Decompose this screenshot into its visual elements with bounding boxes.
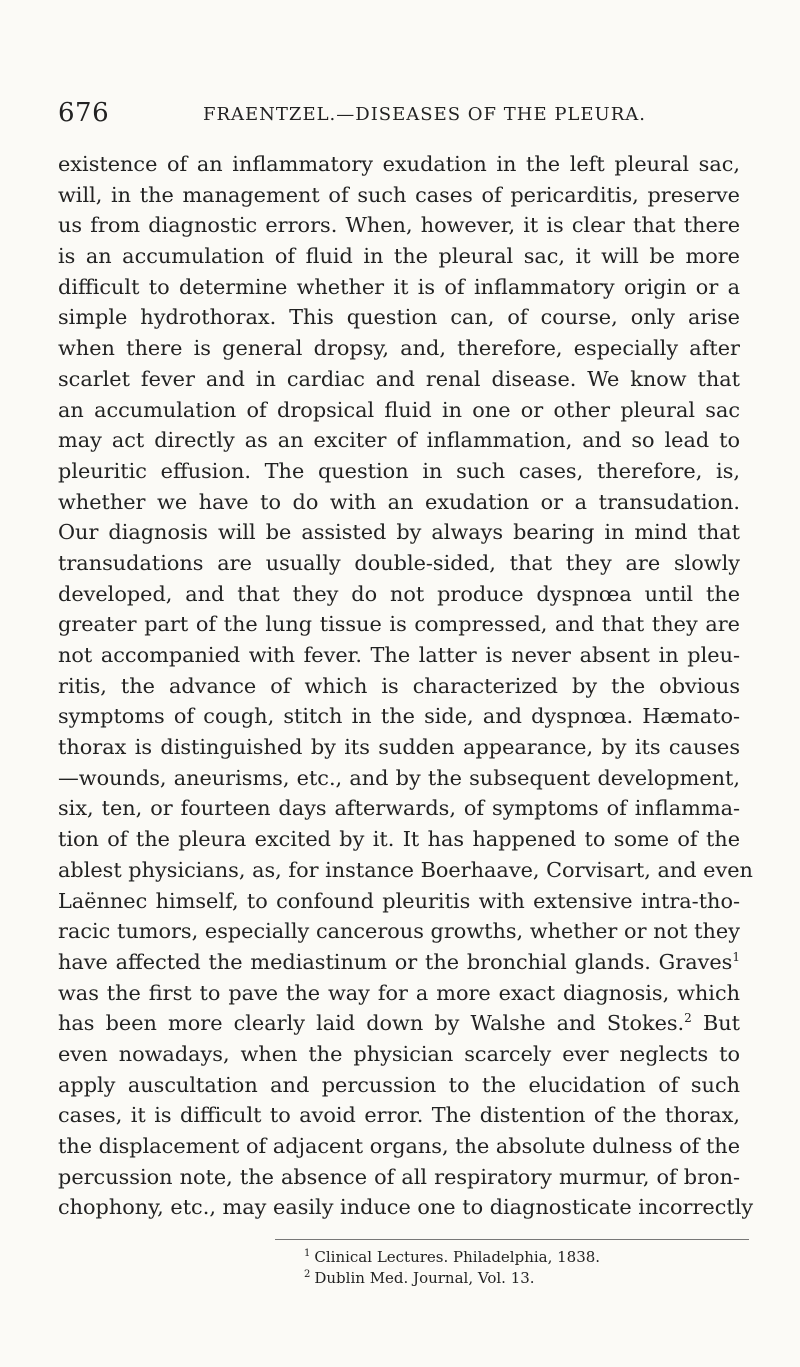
text-line: not accompanied with fever. The latter is never absent in pleu- <box>58 643 740 667</box>
text-line-content: has been more clearly laid down by Walshe and Stokes. <box>58 1011 685 1036</box>
footnote-text: Clinical Lectures. Philadelphia, 1838. <box>314 1248 601 1266</box>
page-number: 676 <box>58 98 110 128</box>
text-line: chophony, etc., may easily induce one to diagnosticate incorrectly <box>58 1195 754 1220</box>
text-line-tail: But <box>702 1011 740 1036</box>
text-line: Our diagnosis will be assisted by always bearing in mind that <box>58 520 740 545</box>
text-line: was the first to pave the way for a more exact diagnosis, which <box>58 980 740 1005</box>
text-line <box>58 1008 740 1039</box>
text-line: apply auscultation and percussion to the elucidation of such <box>58 1072 740 1097</box>
text-line: ritis, the advance of which is characterized by the obvious <box>58 673 740 698</box>
text-line: Laënnec himself, to confound pleuritis with extensive intra-tho- <box>58 888 740 913</box>
footnotes <box>304 1247 744 1289</box>
text-line: thorax is distinguished by its sudden appearance, by its causes <box>58 735 740 760</box>
text-line: racic tumors, especially cancerous growths, whether or not they <box>58 919 740 944</box>
text-line: when there is general dropsy, and, therefore, especially after <box>58 336 740 361</box>
text-line: developed, and that they do not produce dyspnœa until the <box>58 581 740 606</box>
text-line: the displacement of adjacent organs, the absolute dulness of the <box>58 1134 740 1158</box>
footnote-ref: 2 <box>684 1011 692 1026</box>
text-line: an accumulation of dropsical fluid in one or other pleural sac <box>58 397 740 422</box>
page-header <box>58 98 748 138</box>
text-line: pleuritic effusion. The question in such cases, therefore, is, <box>58 458 740 483</box>
text-line: is an accumulation of fluid in the pleural sac, it will be more <box>58 244 740 269</box>
text-line-content: have affected the mediastinum or the bronchial glands. Graves <box>58 949 733 974</box>
text-line: greater part of the lung tissue is compressed, and that they are <box>58 612 740 637</box>
footnote-mark: 2 <box>304 1269 311 1280</box>
footnote-divider <box>275 1239 749 1240</box>
text-line <box>58 947 740 978</box>
text-line: cases, it is difficult to avoid error. The distention of the thorax, <box>58 1103 740 1128</box>
body-text <box>58 149 754 1223</box>
text-line: —wounds, aneurisms, etc., and by the subsequent development, <box>58 765 740 790</box>
text-line: six, ten, or fourteen days afterwards, of symptoms of inflamma- <box>58 796 740 821</box>
text-line: ablest physicians, as, for instance Boerhaave, Corvisart, and even <box>58 857 753 882</box>
text-line: difficult to determine whether it is of inflammatory origin or a <box>58 274 740 299</box>
text-line: percussion note, the absence of all respiratory murmur, of bron- <box>58 1164 740 1189</box>
text-line: existence of an inflammatory exudation in the left pleural sac, <box>58 152 740 176</box>
text-line: even nowadays, when the physician scarcely ever neglects to <box>58 1041 740 1066</box>
running-head: FRAENTZEL.—DISEASES OF THE PLEURA. <box>203 104 646 125</box>
text-line: transudations are usually double-sided, that they are slowly <box>58 550 740 575</box>
text-line: us from diagnostic errors. When, however, it is clear that there <box>58 213 740 238</box>
text-line: will, in the management of such cases of pericarditis, preserve <box>58 182 740 207</box>
footnote-ref: 1 <box>732 949 740 964</box>
text-line: tion of the pleura excited by it. It has happened to some of the <box>58 827 740 852</box>
text-line: may act directly as an exciter of inflammation, and so lead to <box>58 428 740 453</box>
footnote <box>304 1268 744 1289</box>
text-line: whether we have to do with an exudation or a transudation. <box>58 489 740 514</box>
text-line: scarlet fever and in cardiac and renal disease. We know that <box>58 366 740 391</box>
footnote-text: Dublin Med. Journal, Vol. 13. <box>314 1269 535 1287</box>
footnote-mark: 1 <box>304 1248 311 1259</box>
footnote <box>304 1247 744 1268</box>
text-line: simple hydrothorax. This question can, of course, only arise <box>58 305 740 330</box>
text-line: symptoms of cough, stitch in the side, and dyspnœa. Hæmato- <box>58 704 740 729</box>
